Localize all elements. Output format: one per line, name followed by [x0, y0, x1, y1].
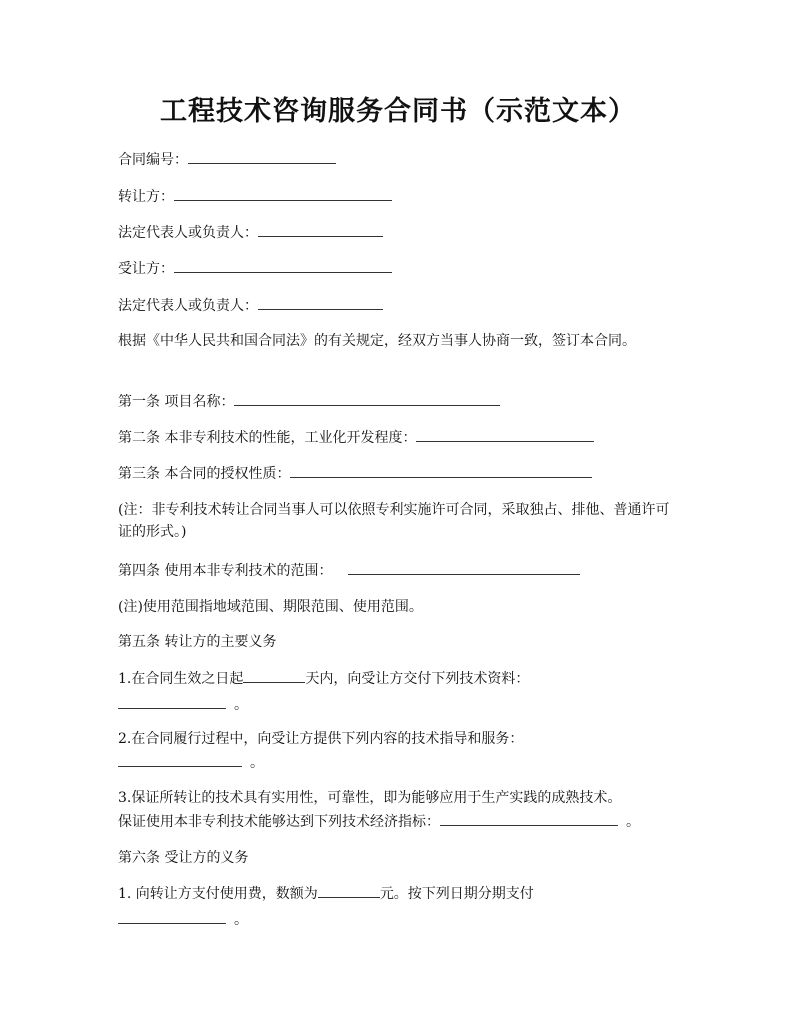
article-5-item-1-line	[118, 668, 529, 690]
article-4-blank	[348, 560, 580, 575]
tech-materials-blank	[118, 694, 226, 709]
legal-rep-line-2	[118, 295, 383, 317]
document-title: 工程技术咨询服务合同书（示范文本）	[160, 96, 636, 127]
article-5-item-2-answer	[118, 752, 264, 774]
article-1-blank	[234, 391, 500, 406]
article-3-line	[118, 463, 592, 485]
period-mark: 。	[234, 912, 248, 928]
indicators-blank	[440, 811, 618, 826]
article-2-label: 第二条 本非专利技术的性能，工业化开发程度：	[118, 430, 417, 446]
article-2-blank	[416, 427, 594, 442]
legal-rep-blank-1	[258, 222, 383, 237]
contract-number-label: 合同编号：	[118, 152, 188, 168]
article-1-line	[118, 391, 500, 413]
transferee-line	[118, 258, 392, 280]
article-2-line	[118, 427, 594, 449]
transferor-label: 转让方：	[118, 189, 174, 205]
article-3-label: 第三条 本合同的授权性质：	[118, 466, 291, 482]
article-1-label: 第一条 项目名称：	[118, 394, 235, 410]
article-5-item-1-answer	[118, 694, 248, 716]
fee-amount-blank	[318, 883, 380, 898]
transferor-line	[118, 186, 392, 208]
article-5-item-1-prefix: 1.在合同生效之日起	[118, 671, 244, 687]
legal-rep-label-2: 法定代表人或负责人：	[118, 298, 258, 314]
article-5-heading: 第五条 转让方的主要义务	[118, 634, 277, 650]
period-mark: 。	[234, 697, 248, 713]
article-5-item-1-suffix: 天内，向受让方交付下列技术资料：	[305, 671, 530, 687]
tech-guidance-blank	[118, 752, 242, 767]
article-6-item-1-suffix: 元。按下列日期分期支付	[379, 886, 534, 902]
transferee-blank	[174, 258, 392, 273]
contract-number-blank	[188, 149, 336, 164]
article-3-blank	[290, 463, 592, 478]
legal-rep-blank-2	[258, 295, 383, 310]
article-5-item-3-line-2	[118, 811, 640, 833]
transferor-blank	[174, 186, 392, 201]
article-6-item-1-line	[118, 883, 534, 905]
days-blank	[243, 668, 305, 683]
article-5-item-3-label: 保证使用本非专利技术能够达到下列技术经济指标：	[118, 814, 440, 830]
article-5-item-3-line-1: 3.保证所转让的技术具有实用性，可靠性，即为能够应用于生产实践的成熟技术。	[118, 790, 622, 806]
payment-schedule-blank	[118, 909, 226, 924]
article-6-heading: 第六条 受让方的义务	[118, 850, 249, 866]
article-4-label: 第四条 使用本非专利技术的范围：	[118, 563, 333, 579]
legal-rep-line-1	[118, 222, 383, 244]
article-6-item-1-answer	[118, 909, 248, 931]
article-5-item-2-line: 2.在合同履行过程中，向受让方提供下列内容的技术指导和服务：	[118, 731, 524, 747]
intro-paragraph: 根据《中华人民共和国合同法》的有关规定，经双方当事人协商一致，签订本合同。	[118, 333, 636, 349]
transferee-label: 受让方：	[118, 261, 174, 277]
period-mark: 。	[626, 814, 640, 830]
article-6-item-1-prefix: 1. 向转让方支付使用费，数额为	[118, 886, 318, 902]
period-mark: 。	[250, 755, 264, 771]
note-2-line: (注)使用范围指地域范围、期限范围、使用范围。	[118, 599, 423, 615]
contract-number-line	[118, 149, 336, 171]
note-1-paragraph: (注：非专利技术转让合同当事人可以依照专利实施许可合同，采取独占、排他、普通许可证的形式。)	[118, 502, 670, 540]
legal-rep-label-1: 法定代表人或负责人：	[118, 225, 258, 241]
article-4-line	[118, 560, 580, 582]
